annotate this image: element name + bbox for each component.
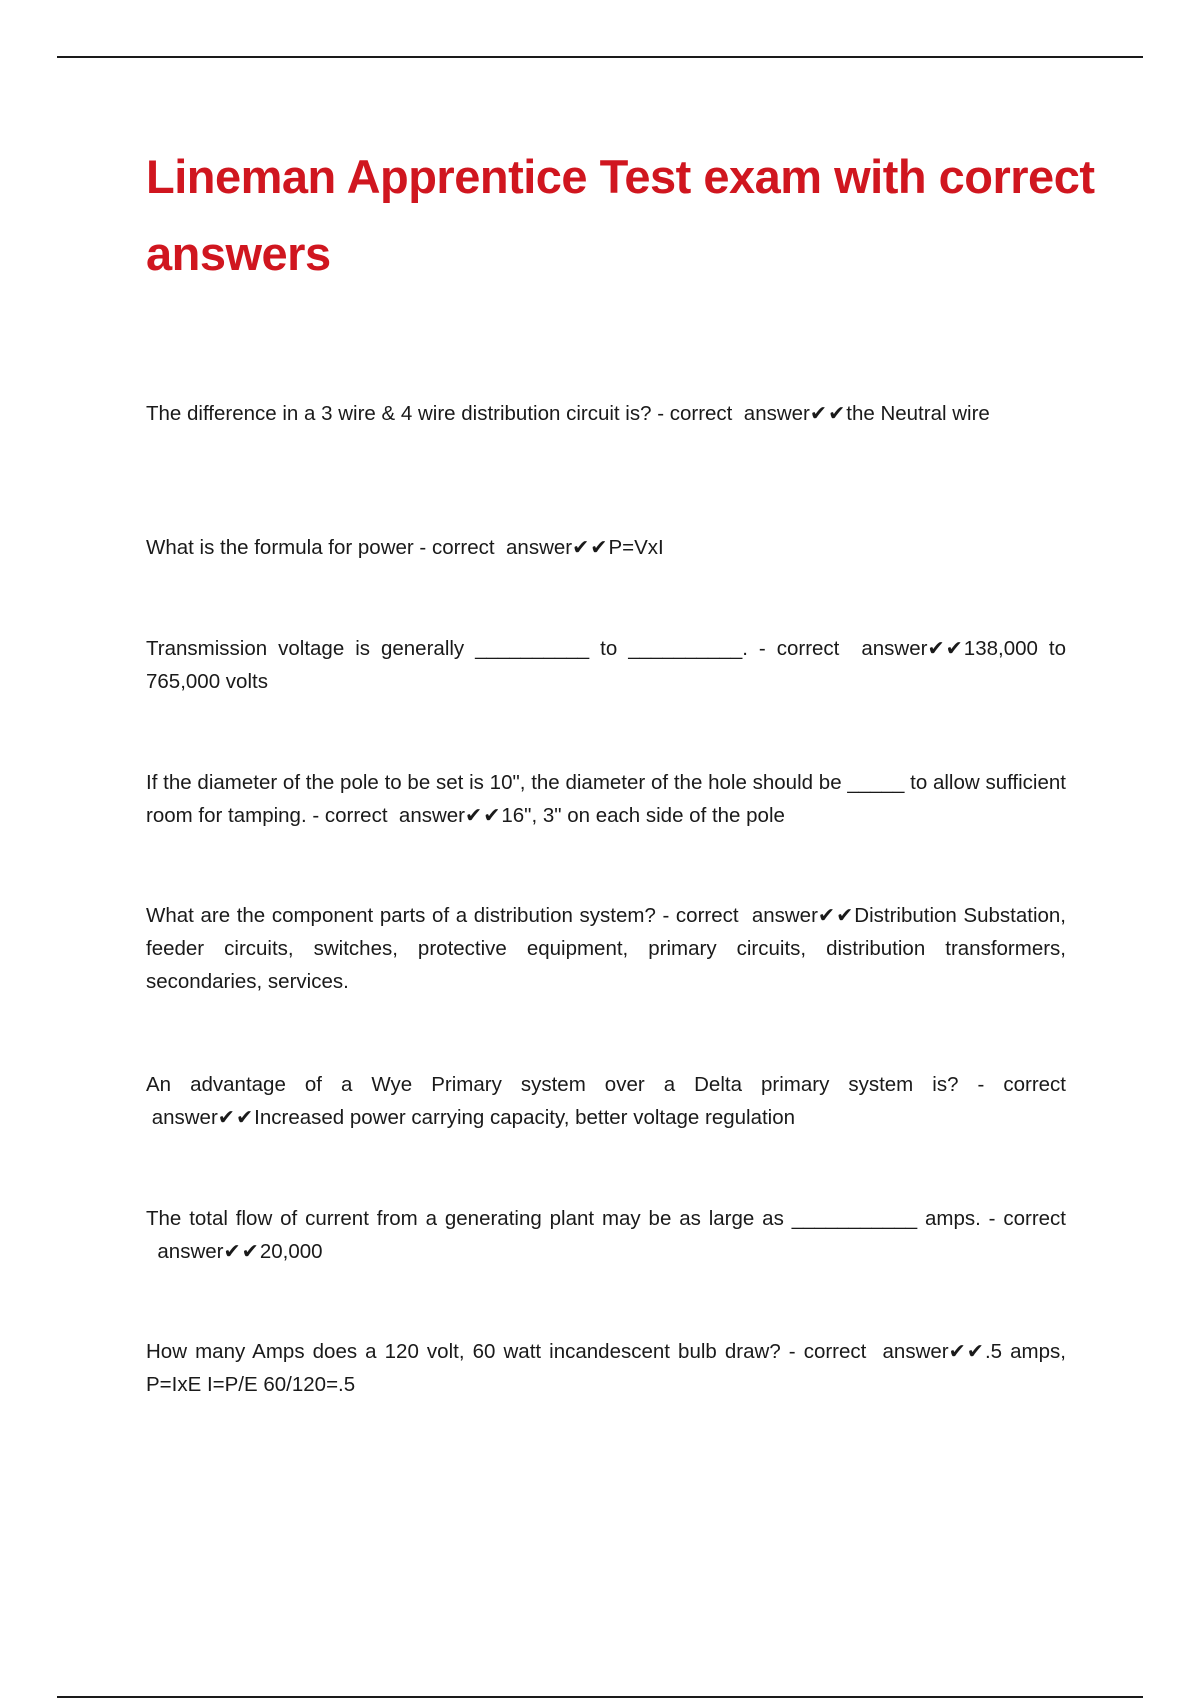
answer-text: Increased power carrying capacity, better voltage regulation bbox=[254, 1106, 796, 1129]
checkmark-icon: ✔✔ bbox=[223, 1240, 260, 1263]
checkmark-icon: ✔✔ bbox=[465, 804, 502, 827]
question-text: What is the formula for power - correct bbox=[146, 536, 495, 559]
checkmark-icon: ✔✔ bbox=[817, 904, 855, 927]
answer-text: 16", 3" on each side of the pole bbox=[501, 804, 785, 827]
answer-text: P=VxI bbox=[608, 536, 664, 559]
qa-item-4 bbox=[146, 766, 1066, 832]
answer-text: Distribution Substation, feeder circuits, switches, protective equipment, primary circuits, distribution transformers, secondaries, services. bbox=[146, 904, 1066, 993]
qa-item-5 bbox=[146, 899, 1066, 998]
answer-label: answer bbox=[398, 804, 466, 827]
qa-item-1 bbox=[146, 397, 1066, 430]
answer-label: answer bbox=[506, 536, 573, 559]
qa-item-7 bbox=[146, 1202, 1066, 1268]
bottom-rule bbox=[57, 1696, 1143, 1698]
checkmark-icon: ✔✔ bbox=[809, 402, 847, 425]
document-title: Lineman Apprentice Test exam with correct answers bbox=[146, 150, 1095, 280]
qa-item-2 bbox=[146, 531, 1066, 564]
answer-label: answer bbox=[157, 1240, 224, 1263]
question-text: What are the component parts of a distribution system? - correct bbox=[146, 904, 739, 927]
question-text: If the diameter of the pole to be set is 10", the diameter of the hole should be _____ to allow sufficient room for tamping. - correct bbox=[146, 771, 1066, 827]
question-text: The total flow of current from a generating plant may be as large as ___________ amps. - correct bbox=[146, 1207, 1066, 1230]
qa-item-8 bbox=[146, 1335, 1066, 1401]
checkmark-icon: ✔✔ bbox=[948, 1340, 985, 1363]
answer-label: answer bbox=[861, 637, 928, 660]
checkmark-icon: ✔✔ bbox=[927, 637, 964, 660]
question-text: Transmission voltage is generally __________ to __________. - correct bbox=[146, 637, 840, 660]
answer-label: answer bbox=[882, 1340, 949, 1363]
answer-text: .5 amps, P=IxE I=P/E 60/120=.5 bbox=[146, 1340, 1066, 1396]
answer-text: the Neutral wire bbox=[846, 402, 990, 425]
question-text: An advantage of a Wye Primary system over a Delta primary system is? - correct bbox=[146, 1073, 1066, 1096]
answer-text: 138,000 to 765,000 volts bbox=[146, 637, 1066, 693]
answer-label: answer bbox=[151, 1106, 218, 1129]
question-text: The difference in a 3 wire & 4 wire distribution circuit is? - correct bbox=[146, 402, 733, 425]
checkmark-icon: ✔✔ bbox=[572, 536, 609, 559]
qa-item-3 bbox=[146, 632, 1066, 698]
qa-item-6 bbox=[146, 1068, 1066, 1134]
answer-text: 20,000 bbox=[259, 1240, 323, 1263]
answer-label: answer bbox=[743, 402, 810, 425]
top-rule bbox=[57, 56, 1143, 58]
answer-label: answer bbox=[751, 904, 818, 927]
question-text: How many Amps does a 120 volt, 60 watt incandescent bulb draw? - correct bbox=[146, 1340, 867, 1363]
checkmark-icon: ✔✔ bbox=[217, 1106, 255, 1129]
